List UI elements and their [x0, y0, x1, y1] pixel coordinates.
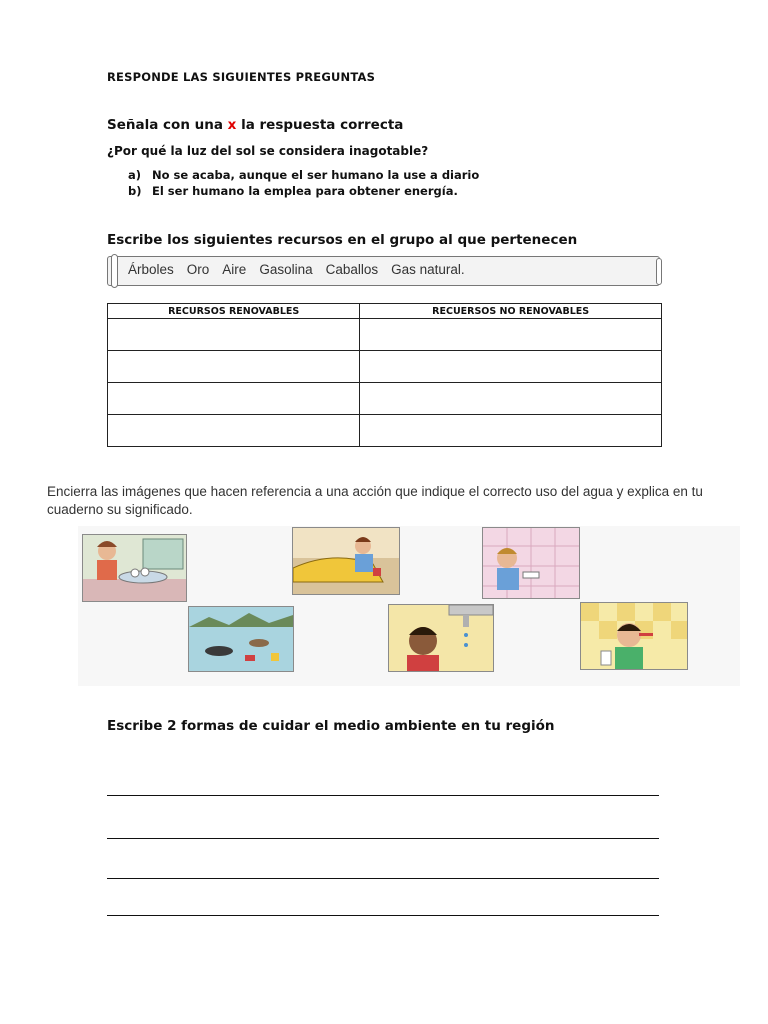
- answer-line[interactable]: [107, 838, 659, 839]
- table-cell[interactable]: [360, 415, 662, 447]
- option-b[interactable]: [128, 184, 458, 198]
- word-item: Gasolina: [259, 262, 313, 277]
- word-item: Árboles: [128, 262, 174, 277]
- image-panel: [78, 526, 740, 686]
- word-bank: [107, 256, 660, 286]
- table-row: [108, 415, 662, 447]
- answer-line[interactable]: [107, 878, 659, 879]
- brushing-teeth-image[interactable]: [580, 602, 688, 670]
- washing-dishes-image[interactable]: [82, 534, 187, 602]
- word-item: Caballos: [325, 262, 379, 277]
- flooded-water-image[interactable]: [188, 606, 294, 672]
- option-b-text: El ser humano la emplea para obtener energía.: [152, 184, 458, 198]
- word-item: Gas natural.: [391, 262, 465, 277]
- images-instruction: Encierra las imágenes que hacen referencia a una acción que indique el correcto uso del agua y explica en tu cuaderno su significado.: [47, 484, 703, 517]
- washing-car-image[interactable]: [292, 527, 400, 595]
- table-row: [108, 383, 662, 415]
- scroll-curl-right: [656, 258, 662, 285]
- table-cell[interactable]: [360, 351, 662, 383]
- resources-table: [107, 303, 662, 447]
- table-cell[interactable]: [360, 319, 662, 351]
- scroll-curl-left: [111, 254, 118, 288]
- table-header-nonrenewable: RECUERSOS NO RENOVABLES: [360, 304, 662, 319]
- word-item: Aire: [222, 262, 247, 277]
- worksheet-title: RESPONDE LAS SIGUIENTES PREGUNTAS: [107, 70, 376, 84]
- table-cell[interactable]: [360, 383, 662, 415]
- option-a-letter: a): [128, 168, 142, 182]
- section4-title: Escribe 2 formas de cuidar el medio ambiente en tu región: [107, 718, 555, 734]
- washing-hands-image[interactable]: [482, 527, 580, 599]
- option-a[interactable]: [128, 168, 479, 182]
- table-row: [108, 319, 662, 351]
- table-cell[interactable]: [108, 351, 360, 383]
- table-cell[interactable]: [108, 319, 360, 351]
- section1-title: [107, 117, 403, 133]
- table-cell[interactable]: [108, 415, 360, 447]
- option-b-letter: b): [128, 184, 142, 198]
- dripping-faucet-image[interactable]: [388, 604, 494, 672]
- table-row: [108, 351, 662, 383]
- option-a-text: No se acaba, aunque el ser humano la use a diario: [152, 168, 480, 182]
- word-item: Oro: [186, 262, 210, 277]
- table-cell[interactable]: [108, 383, 360, 415]
- section1-title-mark: x: [227, 117, 237, 133]
- question-text: ¿Por qué la luz del sol se considera inagotable?: [107, 144, 429, 158]
- table-header-renewable: RECURSOS RENOVABLES: [108, 304, 360, 319]
- answer-line[interactable]: [107, 795, 659, 796]
- section2-title: Escribe los siguientes recursos en el grupo al que pertenecen: [107, 232, 578, 248]
- section1-title-before: Señala con una: [107, 117, 228, 133]
- section1-title-after: la respuesta correcta: [236, 117, 404, 133]
- answer-line[interactable]: [107, 915, 659, 916]
